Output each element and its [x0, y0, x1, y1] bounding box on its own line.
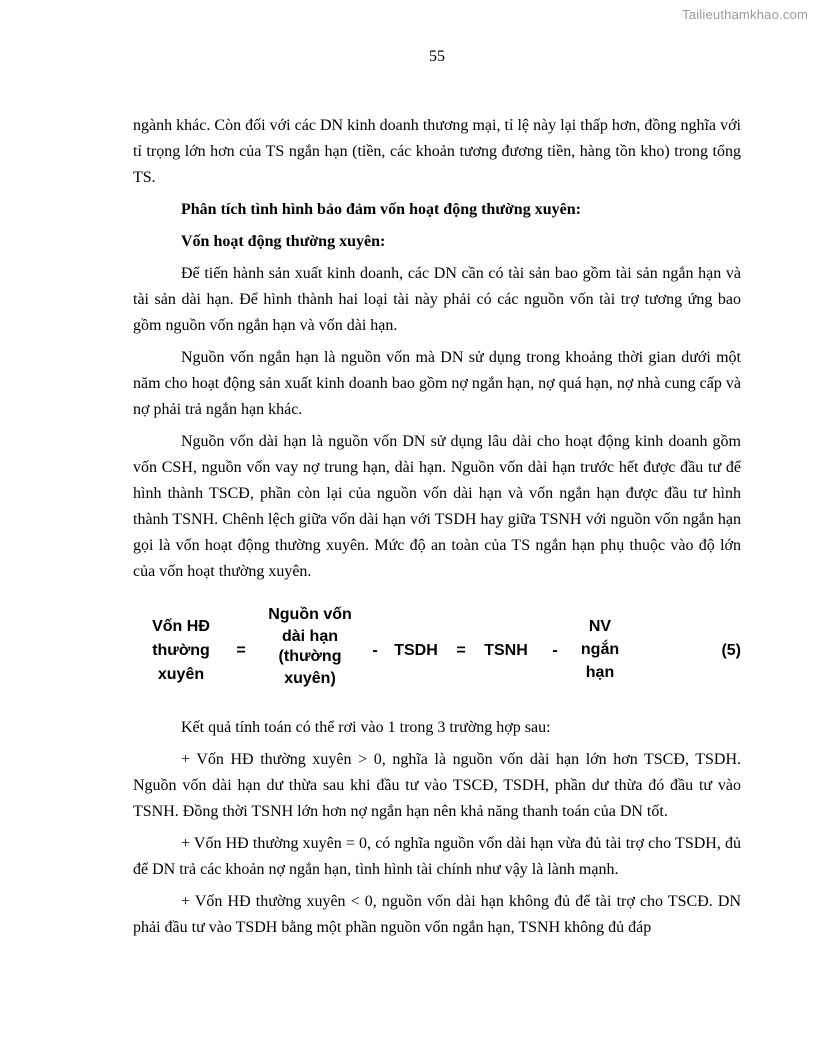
formula-lhs-line: Vốn HĐ [152, 618, 210, 635]
formula-term-line: NV [588, 618, 612, 635]
working-capital-formula [133, 595, 741, 705]
paragraph: Kết quả tính toán có thể rơi vào 1 trong 3 trường hợp sau: [181, 719, 551, 736]
formula-equals: = [236, 642, 246, 659]
formula-minus: - [552, 642, 558, 659]
formula-equals: = [456, 642, 466, 659]
section-heading: Phân tích tình hình bảo đảm vốn hoạt động thường xuyên: [181, 201, 581, 218]
formula-minus: - [372, 642, 378, 659]
formula-tsdh: TSDH [394, 642, 438, 659]
paragraph: Nguồn vốn ngắn hạn là nguồn vốn mà DN sử dụng trong khoảng thời gian dưới một năm cho hoạt động sản xuất kinh doanh bao gồm nợ ngắn hạn, nợ quá hạn, nợ nhà cung cấp và nợ phải trả ngắn hạn khác. [133, 349, 741, 418]
formula-number: (5) [721, 642, 741, 659]
formula-term-line: ngắn [580, 641, 620, 658]
watermark: Tailieuthamkhao.com [682, 7, 808, 22]
list-item: + Vốn HĐ thường xuyên > 0, nghĩa là nguồn vốn dài hạn lớn hơn TSCĐ, TSDH. Nguồn vốn dài hạn dư thừa sau khi đầu tư vào TSCĐ, TSDH, phần dư thừa đó đầu tư vào TSNH. Đồng thời TSNH lớn hơn nợ ngắn hạn nên khả năng thanh toán của DN tốt. [133, 751, 741, 820]
formula-term-line: Nguồn vốn [268, 606, 352, 623]
paragraph-continuation: ngành khác. Còn đối với các DN kinh doanh thương mại, tỉ lệ này lại thấp hơn, đồng nghĩa với tỉ trọng lớn hơn của TS ngắn hạn (tiền, các khoản tương đương tiền, hàng tồn kho) trong tổng TS. [133, 117, 741, 186]
formula-long-term-capital [255, 603, 365, 691]
formula-term-line: dài hạn [281, 628, 338, 645]
formula-lhs-line: xuyên [157, 666, 205, 683]
formula-lhs-line: thường [152, 642, 210, 659]
formula-lhs [133, 615, 229, 687]
document-body [133, 113, 741, 941]
subsection-heading: Vốn hoạt động thường xuyên: [181, 233, 386, 250]
formula-short-term-capital [571, 615, 629, 684]
formula-term-line: hạn [585, 664, 615, 681]
formula-tsnh: TSNH [484, 642, 528, 659]
paragraph: Nguồn vốn dài hạn là nguồn vốn DN sử dụng lâu dài cho hoạt động kinh doanh gồm vốn CSH, nguồn vốn vay nợ trung hạn, dài hạn. Nguồn vốn dài hạn trước hết được đầu tư để hình thành TSCĐ, phần còn lại của nguồn vốn dài hạn và vốn ngắn hạn được đầu tư hình thành TSNH. Chênh lệch giữa vốn dài hạn với TSDH hay giữa TSNH với nguồn vốn ngắn hạn gọi là vốn hoạt động thường xuyên. Mức độ an toàn của TS ngắn hạn phụ thuộc vào độ lớn của vốn hoạt thường xuyên. [133, 433, 741, 580]
paragraph: Để tiến hành sản xuất kinh doanh, các DN cần có tài sản bao gồm tài sản ngắn hạn và tài sản dài hạn. Để hình thành hai loại tài này phải có các nguồn vốn tài trợ tương ứng bao gồm nguồn vốn ngắn hạn và vốn dài hạn. [133, 265, 741, 334]
list-item: + Vốn HĐ thường xuyên < 0, nguồn vốn dài hạn không đủ để tài trợ cho TSCĐ. DN phải đầu tư vào TSDH bằng một phần nguồn vốn ngắn hạn, TSNH không đủ đáp [133, 893, 741, 936]
formula-term-line: (thường [278, 648, 342, 665]
page-number: 55 [429, 48, 445, 65]
formula-term-line: xuyên) [284, 670, 336, 687]
list-item: + Vốn HĐ thường xuyên = 0, có nghĩa nguồn vốn dài hạn vừa đủ tài trợ cho TSDH, đủ để DN trả các khoản nợ ngắn hạn, tình hình tài chính như vậy là lành mạnh. [133, 835, 741, 878]
